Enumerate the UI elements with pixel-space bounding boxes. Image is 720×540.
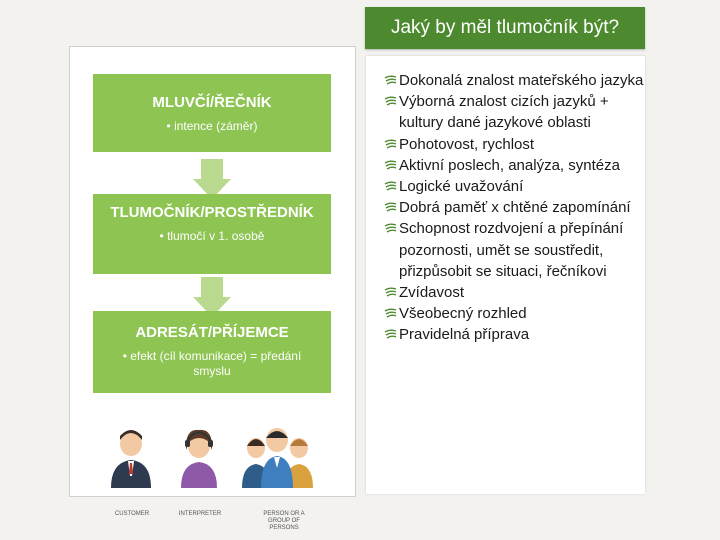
- bullet-icon: [384, 329, 397, 341]
- list-item: Pohotovost, rychlost: [384, 134, 650, 155]
- bullet-icon: [384, 287, 397, 299]
- bullet-icon: [384, 96, 397, 108]
- interpreter-title: TLUMOČNÍK/PROSTŘEDNÍK: [110, 204, 314, 221]
- diagram-panel: [69, 46, 356, 531]
- interpreting-illustration: [101, 410, 321, 532]
- list-item: Zvídavost: [384, 282, 650, 303]
- speaker-subtitle: • intence (záměr): [166, 119, 258, 133]
- recipient-title: ADRESÁT/PŘÍJEMCE: [135, 324, 289, 341]
- list-item: Schopnost rozdvojení a přepínání pozornosti, umět se soustředit, přizpůsobit se situaci, řečníkovi: [384, 218, 650, 282]
- list-item: Dobrá paměť x chtěné zapomínání: [384, 197, 650, 218]
- list-item: Pravidelná příprava: [384, 324, 650, 345]
- bullet-icon: [384, 181, 397, 193]
- bullet-icon: [384, 139, 397, 151]
- list-item: Logické uvažování: [384, 176, 650, 197]
- recipient-subtitle: • efekt (cíl komunikace) = předání smyslu: [122, 349, 302, 378]
- bullet-icon: [384, 75, 397, 87]
- bullet-icon: [384, 160, 397, 172]
- bullet-icon: [384, 202, 397, 214]
- recipient-card: [93, 311, 331, 393]
- bullet-icon: [384, 308, 397, 320]
- list-item: Dokonalá znalost mateřského jazyka: [384, 70, 650, 91]
- interpreter-card: [93, 194, 331, 274]
- customer-label: CUSTOMER: [114, 511, 150, 517]
- down-arrow-icon: [193, 159, 231, 199]
- speaker-card: [93, 74, 331, 152]
- list-item: Aktivní poslech, analýza, syntéza: [384, 155, 650, 176]
- interpreter-figure-icon: [181, 430, 217, 488]
- list-item: Výborná znalost cizích jazyků + kultury dané jazykové oblasti: [384, 91, 650, 133]
- bullet-icon: [384, 223, 397, 235]
- customer-figure-icon: [111, 430, 151, 488]
- list-item: Všeobecný rozhled: [384, 303, 650, 324]
- speaker-title: MLUVČÍ/ŘEČNÍK: [152, 94, 272, 111]
- group-of-persons-icon: [242, 428, 313, 488]
- interpreter-qualities-list: [384, 70, 650, 346]
- slide-title: Jaký by měl tlumočník být?: [365, 7, 645, 49]
- group-label: PERSON OR A GROUP OF PERSONS: [263, 511, 305, 531]
- interpreter-label: INTERPRETER: [178, 511, 222, 517]
- interpreter-subtitle: • tlumočí v 1. osobě: [159, 229, 265, 243]
